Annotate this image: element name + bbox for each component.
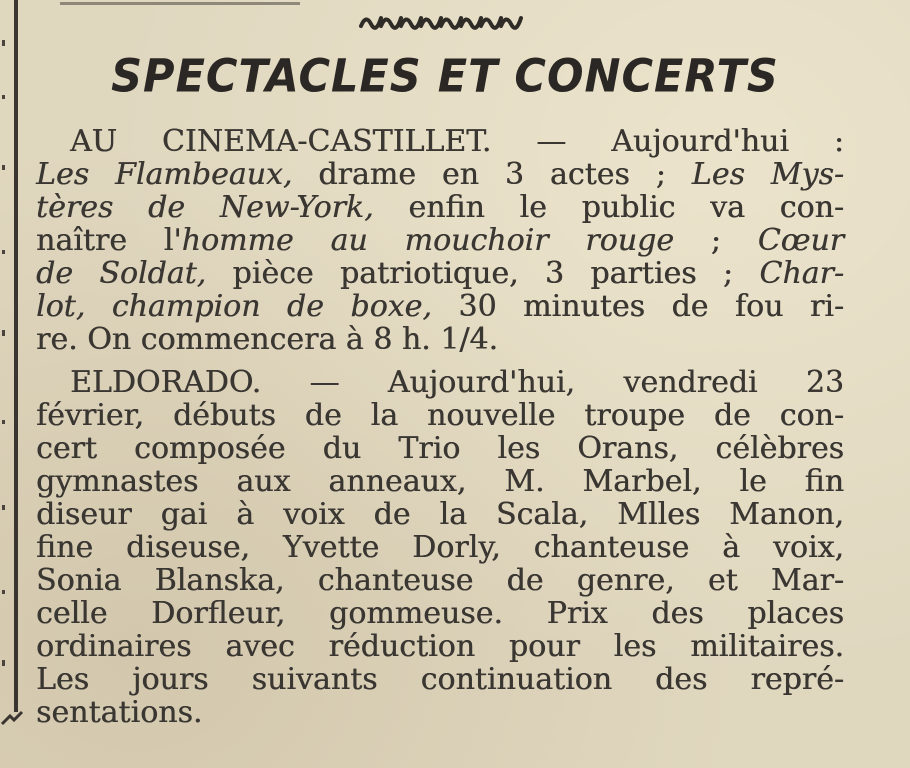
italic-title: tères de New-York, — [36, 190, 374, 225]
text-run: naître l' — [36, 223, 182, 258]
italic-title: Cœur — [757, 223, 844, 258]
paragraph-2-line-1: ELDORADO. — Aujourd'hui, vendredi 23 — [70, 365, 844, 400]
article-title: SPECTACLES ET CONCERTS — [111, 50, 779, 104]
left-margin-marks — [0, 0, 10, 768]
paragraph-1-line-1 — [70, 125, 844, 159]
italic-title: Les Flambeaux, — [36, 157, 293, 192]
paragraph-2-line-9: ordinaires avec réduction pour les militaires. — [36, 629, 844, 664]
paragraph-1-line-5 — [36, 257, 844, 291]
paragraph-1-line-2 — [36, 158, 844, 192]
paragraph-1-line-6 — [36, 290, 844, 324]
italic-title: lot, champion de boxe, — [36, 289, 432, 324]
top-fragment — [60, 0, 300, 5]
text-run: drame en 3 actes ; — [292, 157, 692, 192]
text-run: 30 minutes de fou ri- — [431, 289, 844, 324]
paragraph-2-line-7: Sonia Blanska, chanteuse de genre, et Mar- — [36, 563, 844, 598]
paragraph-2-line-3: cert composée du Trio les Orans, célèbres — [36, 431, 844, 466]
italic-title: homme au mouchoir rouge — [181, 223, 674, 258]
paragraph-2-line-11: sentations. — [36, 695, 203, 730]
paragraph-2-line-5: diseur gai à voix de la Scala, Mlles Manon, — [36, 497, 844, 532]
column-rule — [14, 0, 18, 712]
paragraph-1-line-3 — [36, 191, 844, 225]
text-run: enfin le public va con- — [373, 190, 845, 225]
paragraph-2-line-2: février, débuts de la nouvelle troupe de con- — [36, 398, 844, 433]
italic-title: de Soldat, — [36, 256, 207, 291]
paragraph-2-line-6: fine diseuse, Yvette Dorly, chanteuse à voix, — [36, 530, 844, 565]
text-run: re. On commencera à 8 h. 1/4. — [36, 322, 499, 357]
paragraph-1-line-7 — [36, 323, 844, 357]
paragraph-1-line-4 — [36, 224, 844, 258]
paragraph-2-line-4: gymnastes aux anneaux, M. Marbel, le fin — [36, 464, 844, 499]
corner-mark — [0, 710, 28, 726]
paragraph-2-line-10: Les jours suivants continuation des repré- — [36, 662, 844, 697]
ornament-rule — [355, 6, 530, 34]
paragraph-2-line-8: celle Dorfleur, gommeuse. Prix des places — [36, 596, 844, 631]
italic-title: Les Mys- — [691, 157, 844, 192]
italic-title: Char- — [759, 256, 844, 291]
text-run: pièce patriotique, 3 parties ; — [206, 256, 760, 291]
text-run: ; — [673, 223, 758, 258]
text-run: AU CINEMA-CASTILLET. — Aujourd'hui : — [70, 124, 844, 159]
